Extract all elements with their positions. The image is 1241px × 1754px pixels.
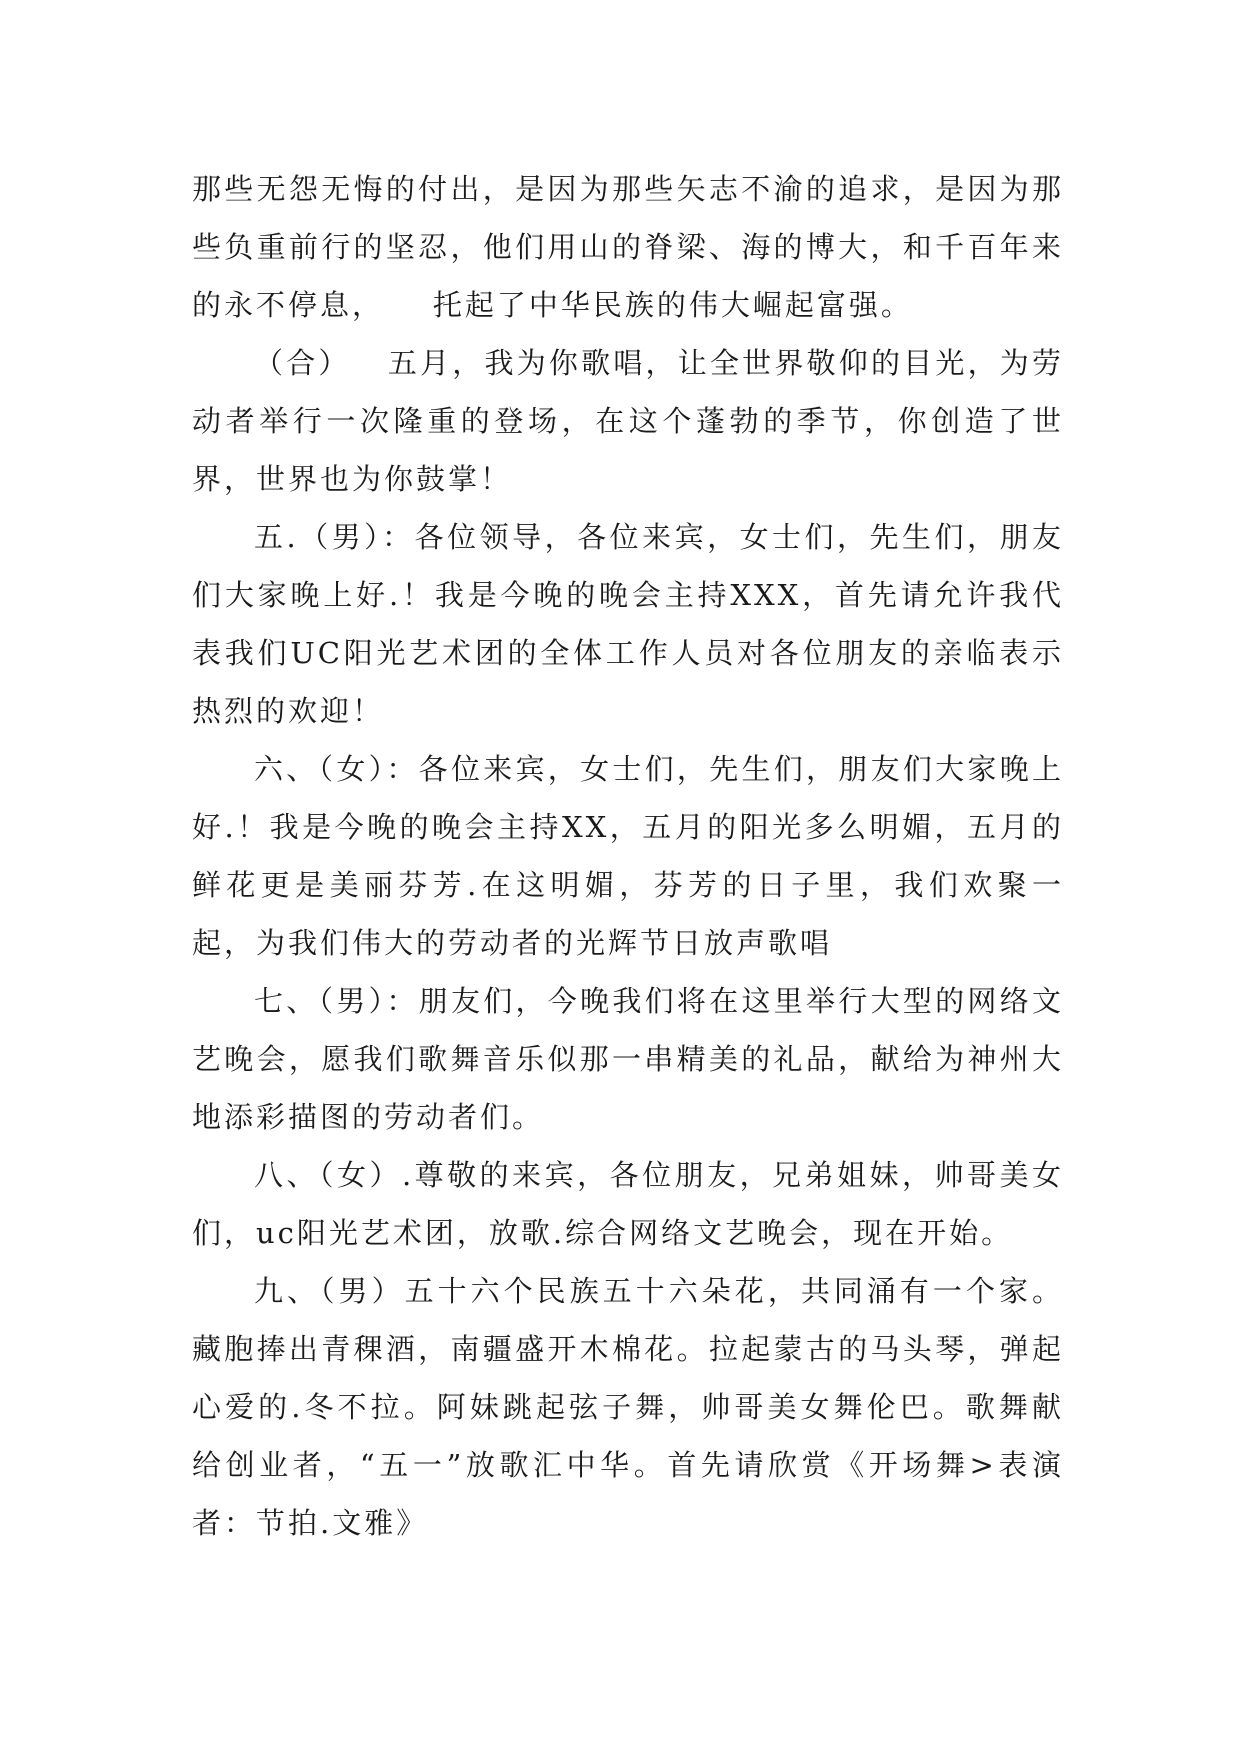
document-body (192, 160, 1064, 1552)
paragraph-6: 八、（女）.尊敬的来宾，各位朋友，兄弟姐妹，帅哥美女们，uc阳光艺术团，放歌.综合网络文艺晚会，现在开始。 (192, 1158, 1064, 1250)
paragraph-5: 七、（男）：朋友们，今晚我们将在这里举行大型的网络文艺晚会，愿我们歌舞音乐似那一串精美的礼品，献给为神州大地添彩描图的劳动者们。 (192, 984, 1064, 1134)
paragraph-1: 那些无怨无悔的付出，是因为那些矢志不渝的追求，是因为那些负重前行的坚忍，他们用山的脊梁、海的博大，和千百年来的永不停息， 托起了中华民族的伟大崛起富强。 (192, 172, 1064, 322)
paragraph-4: 六、（女）：各位来宾，女士们，先生们，朋友们大家晚上好.！我是今晚的晚会主持XX，五月的阳光多么明媚，五月的鲜花更是美丽芬芳.在这明媚，芬芳的日子里，我们欢聚一起，为我们伟大的劳动者的光辉节日放声歌唱 (192, 752, 1064, 960)
paragraph-2: （合） 五月，我为你歌唱，让全世界敬仰的目光，为劳动者举行一次隆重的登场，在这个蓬勃的季节，你创造了世界，世界也为你鼓掌！ (192, 346, 1064, 496)
paragraph-7: 九、（男）五十六个民族五十六朵花，共同涌有一个家。藏胞捧出青稞酒，南疆盛开木棉花。拉起蒙古的马头琴，弹起心爱的.冬不拉。阿妹跳起弦子舞，帅哥美女舞伦巴。歌舞献给创业者，“五一”放歌汇中华。首先请欣赏《开场舞>表演者：节拍.文雅》 (192, 1274, 1064, 1540)
paragraph-3: 五.（男）：各位领导，各位来宾，女士们，先生们，朋友们大家晚上好.！我是今晚的晚会主持XXX，首先请允许我代表我们UC阳光艺术团的全体工作人员对各位朋友的亲临表示热烈的欢迎！ (192, 520, 1064, 728)
